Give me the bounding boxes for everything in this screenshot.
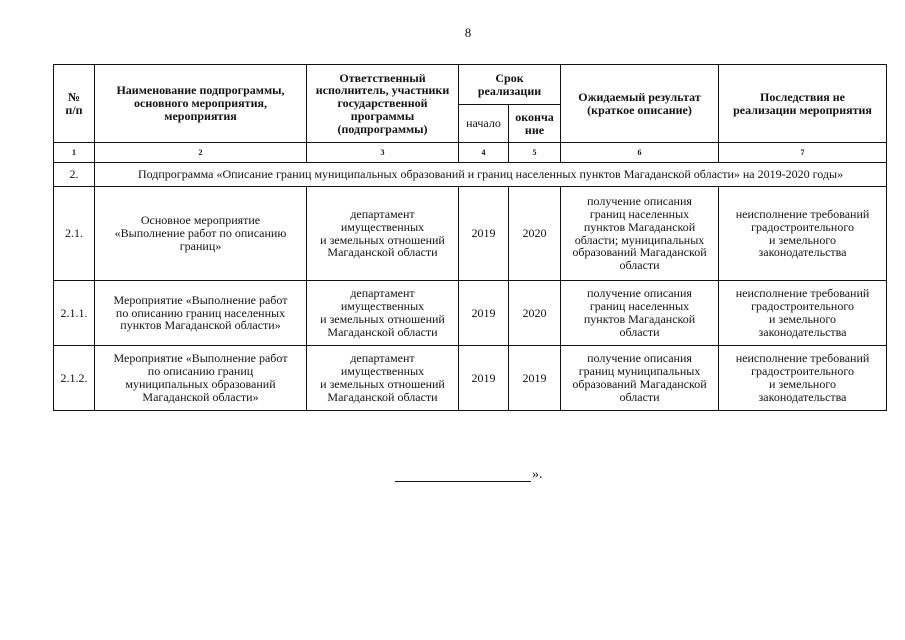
row-consequences: неисполнение требований градостроительного и земельного законодательства [719, 346, 887, 411]
header-term: Срок реализации [459, 65, 561, 105]
row-name: Мероприятие «Выполнение работ по описанию границ муниципальных образований Магаданской области» [95, 346, 307, 411]
header-term-start: начало [459, 105, 509, 143]
row-number: 2.1. [54, 187, 95, 281]
row-start-year: 2019 [459, 346, 509, 411]
row-responsible: департамент имущественных и земельных отношений Магаданской области [307, 346, 459, 411]
header-number: № п/п [54, 65, 95, 143]
table-row [54, 187, 887, 281]
header-result: Ожидаемый результат (краткое описание) [561, 65, 719, 143]
header-consequences: Последствия не реализации мероприятия [719, 65, 887, 143]
subprogram-row [54, 163, 887, 187]
row-name: Основное мероприятие «Выполнение работ по описанию границ» [95, 187, 307, 281]
subprogram-title: Подпрограмма «Описание границ муниципальных образований и границ населенных пунктов Магаданской области» на 2019-2020 годы» [95, 163, 887, 187]
row-responsible: департамент имущественных и земельных отношений Магаданской области [307, 281, 459, 346]
row-start-year: 2019 [459, 281, 509, 346]
column-number: 5 [509, 143, 561, 163]
page-number: 8 [464, 25, 472, 40]
column-number: 1 [54, 143, 95, 163]
row-result: получение описания границ населенных пунктов Магаданской области; муниципальных образований Магаданской области [561, 187, 719, 281]
column-numbers-row [54, 143, 887, 163]
closing-mark: ». [532, 467, 543, 482]
header-row [54, 65, 887, 105]
row-consequences: неисполнение требований градостроительного и земельного законодательства [719, 281, 887, 346]
row-responsible: департамент имущественных и земельных отношений Магаданской области [307, 187, 459, 281]
subprogram-number: 2. [54, 163, 95, 187]
header-term-end: оконча ние [509, 105, 561, 143]
row-name: Мероприятие «Выполнение работ по описанию границ населенных пунктов Магаданской области» [95, 281, 307, 346]
column-number: 3 [307, 143, 459, 163]
header-name: Наименование подпрограммы, основного мероприятия, мероприятия [95, 65, 307, 143]
row-end-year: 2020 [509, 281, 561, 346]
column-number: 6 [561, 143, 719, 163]
row-number: 2.1.1. [54, 281, 95, 346]
column-number: 2 [95, 143, 307, 163]
row-end-year: 2019 [509, 346, 561, 411]
blank-underline [395, 469, 531, 482]
row-result: получение описания границ населенных пунктов Магаданской области [561, 281, 719, 346]
program-table [53, 64, 887, 411]
column-number: 7 [719, 143, 887, 163]
header-responsible: Ответственный исполнитель, участники государственной программы (подпрограммы) [307, 65, 459, 143]
row-end-year: 2020 [509, 187, 561, 281]
table-row [54, 346, 887, 411]
row-start-year: 2019 [459, 187, 509, 281]
row-result: получение описания границ муниципальных образований Магаданской области [561, 346, 719, 411]
column-number: 4 [459, 143, 509, 163]
table-row [54, 281, 887, 346]
row-consequences: неисполнение требований градостроительного и земельного законодательства [719, 187, 887, 281]
row-number: 2.1.2. [54, 346, 95, 411]
